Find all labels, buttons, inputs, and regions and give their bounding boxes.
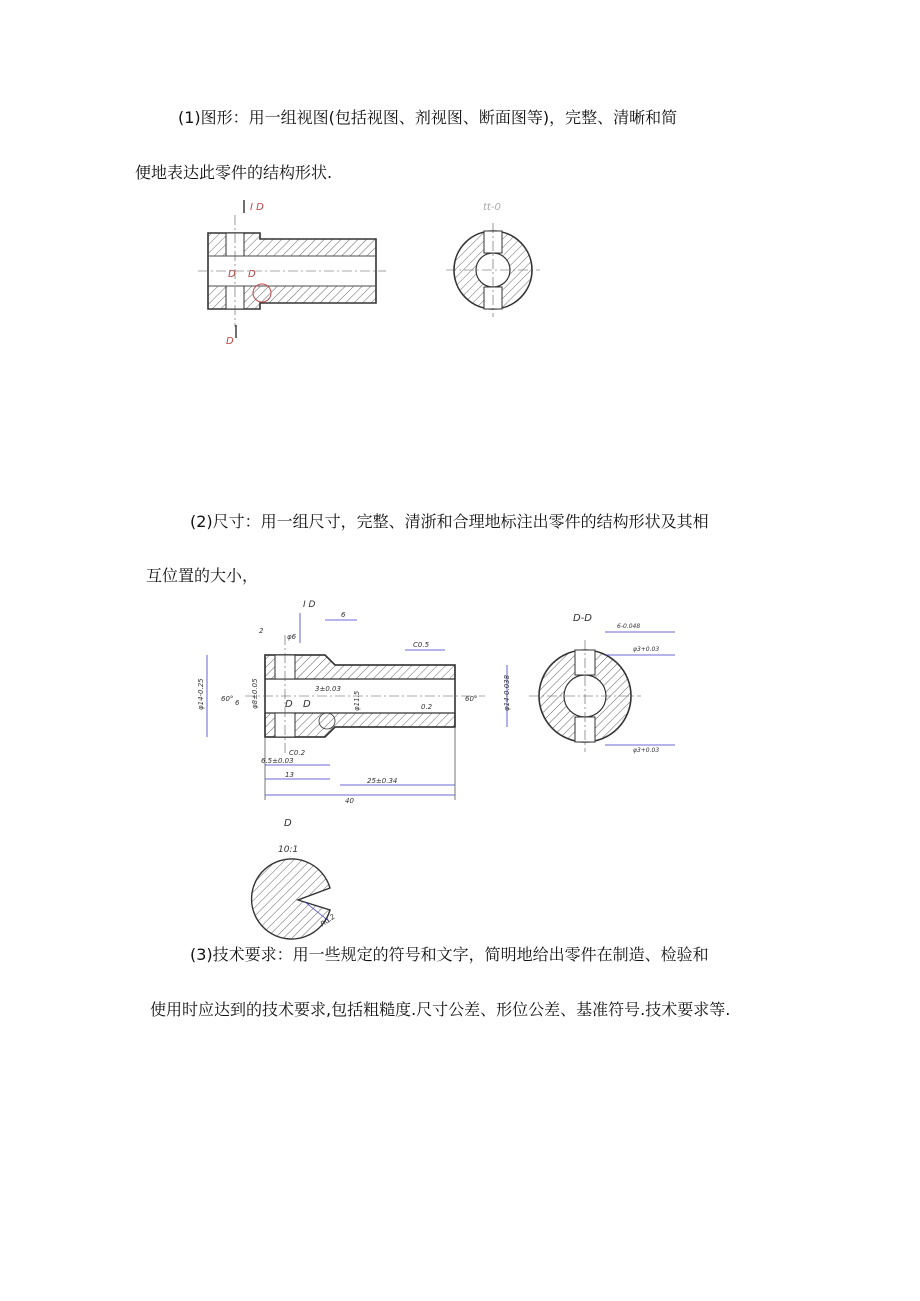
dim-c05: C0.5 xyxy=(413,641,430,649)
dim-phi14r: φ14-0.038 xyxy=(503,674,511,711)
fig2-section-mark: I D xyxy=(303,600,316,610)
fig1-label-bottom: D xyxy=(226,336,234,347)
dim-d25: 25±0.34 xyxy=(367,777,398,785)
figure2-drawing xyxy=(185,595,685,815)
dim-r02: 0.2 xyxy=(421,703,433,711)
detail-scale: 10:1 xyxy=(278,845,299,855)
fig2-d-right: D xyxy=(303,699,311,710)
detail-view-drawing xyxy=(250,810,360,935)
dim-three: 3±0.03 xyxy=(315,685,341,693)
dim-c02: C0.2 xyxy=(289,749,306,757)
dim-phi14: φ14-0.25 xyxy=(197,678,205,710)
fig1-label-top: I D xyxy=(250,202,264,213)
dim-angle-right: 60° xyxy=(465,695,478,703)
dim-d40: 40 xyxy=(345,797,354,805)
fig2-d-left: D xyxy=(285,699,293,710)
detail-r: R0.2 xyxy=(319,912,337,929)
circular-section-view xyxy=(446,223,540,317)
section1-line2: 便地表达此零件的结构形状. xyxy=(135,163,333,182)
dim-sub6: 6 xyxy=(235,699,240,707)
fig2-phi3-bottom: φ3+0.03 xyxy=(633,747,660,754)
dim-top2: 2 xyxy=(259,627,264,635)
dim-phi6: φ6 xyxy=(287,633,297,641)
section3-line2: 使用时应达到的技术要求,包括粗糙度.尺寸公差、形位公差、基准符号.技术要求等. xyxy=(150,1000,731,1019)
dim-d65: 6.5±0.03 xyxy=(261,757,294,765)
fig2-tol-top: 6-0.048 xyxy=(617,623,641,630)
section3-line1: (3)技术要求：用一些规定的符号和文字，简明地给出零件在制造、检验和 xyxy=(190,945,709,964)
fig1-label-mid-left: D xyxy=(228,269,236,280)
figure1-drawing xyxy=(190,195,750,355)
section2-line1: (2)尺寸：用一组尺寸，完整、清浙和合理地标注出零件的结构形状及其相 xyxy=(190,512,709,531)
dim-top6: 6 xyxy=(341,611,346,619)
fig2-phi3-top: φ3+0.03 xyxy=(633,646,660,653)
fig1-label-mid-right: D xyxy=(248,269,256,280)
front-section-view xyxy=(198,200,386,338)
dim-phi8: φ8±0.05 xyxy=(251,678,259,709)
fig1-section-title: tt-0 xyxy=(483,202,501,213)
dimensioned-section-view xyxy=(245,635,485,755)
detail-mark: D xyxy=(284,818,292,829)
fig2-section-title: D-D xyxy=(573,613,593,624)
section1-line1: (1)图形：用一组视图(包括视图、剂视图、断面图等)，完整、清晰和简 xyxy=(178,108,678,127)
section2-line2: 互位置的大小， xyxy=(146,566,259,585)
dim-phi1155: φ11.5 xyxy=(353,690,361,711)
dim-d13: 13 xyxy=(285,771,294,779)
dim-angle-left: 60° xyxy=(221,695,234,703)
